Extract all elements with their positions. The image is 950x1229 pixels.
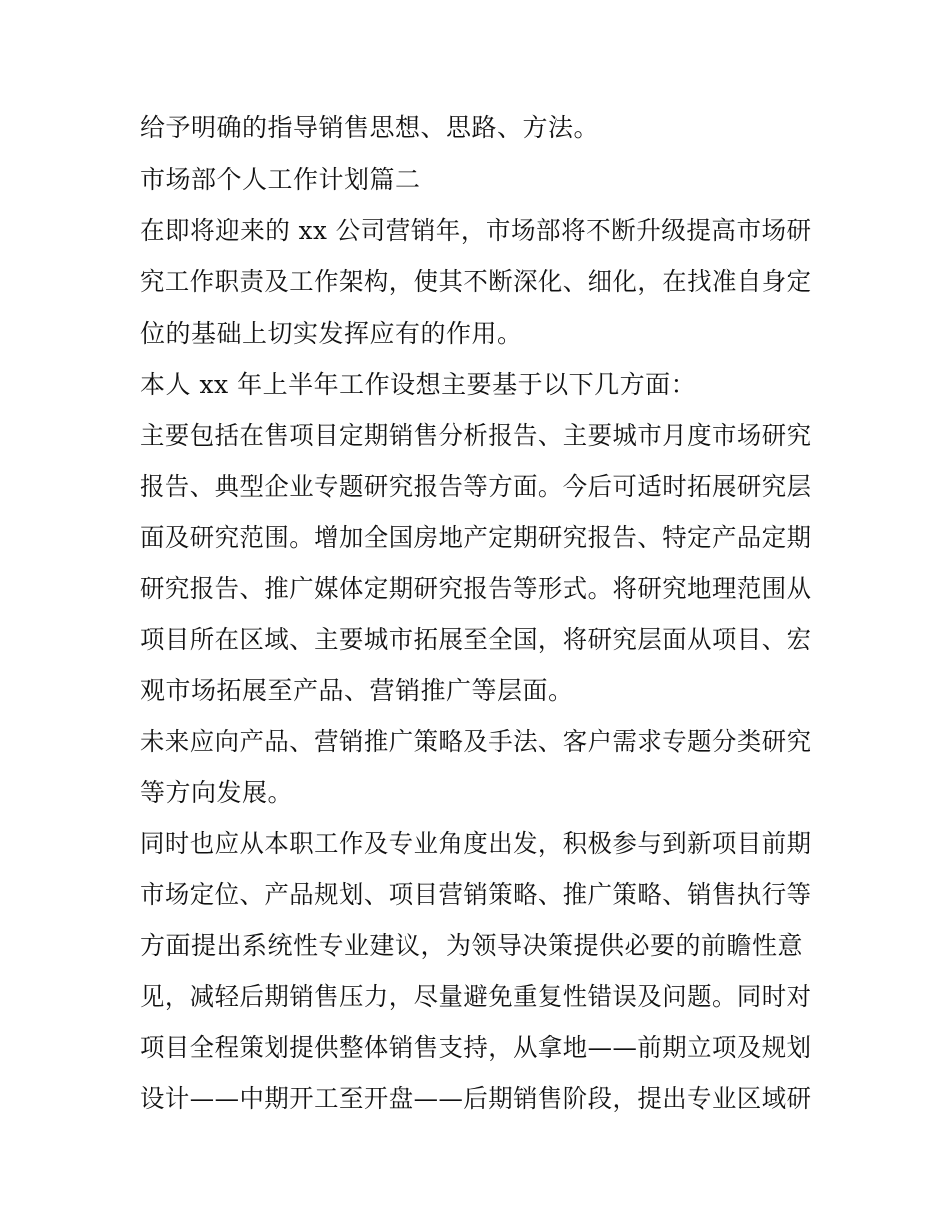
text-line: 未来应向产品、营销推广策略及手法、客户需求专题分类研究: [140, 727, 812, 756]
text-line: 市场定位、产品规划、项目营销策略、推广策略、销售执行等: [140, 880, 812, 909]
text-line: 面及研究范围。增加全国房地产定期研究报告、特定产品定期: [140, 523, 812, 552]
text-line: 方面提出系统性专业建议，为领导决策提供必要的前瞻性意: [140, 931, 804, 960]
section-heading: 市场部个人工作计划篇二: [140, 165, 421, 194]
text-line: 项目全程策划提供整体销售支持，从拿地——前期立项及规划: [140, 1033, 812, 1062]
text-line: 位的基础上切实发挥应有的作用。: [140, 319, 523, 348]
text-line: 本人 xx 年上半年工作设想主要基于以下几方面：: [140, 370, 697, 399]
text-line: 项目所在区域、主要城市拓展至全国，将研究层面从项目、宏: [140, 625, 812, 654]
text-line: 究工作职责及工作架构，使其不断深化、细化，在找准自身定: [140, 267, 812, 296]
text-line: 见，减轻后期销售压力，尽量避免重复性错误及问题。同时对: [140, 982, 812, 1011]
text-line: 同时也应从本职工作及专业角度出发，积极参与到新项目前期: [140, 829, 812, 858]
text-line: 研究报告、推广媒体定期研究报告等形式。将研究地理范围从: [140, 574, 812, 603]
text-line: 报告、典型企业专题研究报告等方面。今后可适时拓展研究层: [140, 472, 812, 501]
text-line: 主要包括在售项目定期销售分析报告、主要城市月度市场研究: [140, 421, 812, 450]
text-line: 设计——中期开工至开盘——后期销售阶段，提出专业区域研: [140, 1084, 812, 1113]
text-line: 在即将迎来的 xx 公司营销年，市场部将不断升级提高市场研: [140, 216, 812, 245]
text-line: 给予明确的指导销售思想、思路、方法。: [140, 113, 600, 142]
text-line: 观市场拓展至产品、营销推广等层面。: [140, 676, 574, 705]
text-line: 等方向发展。: [140, 778, 294, 807]
